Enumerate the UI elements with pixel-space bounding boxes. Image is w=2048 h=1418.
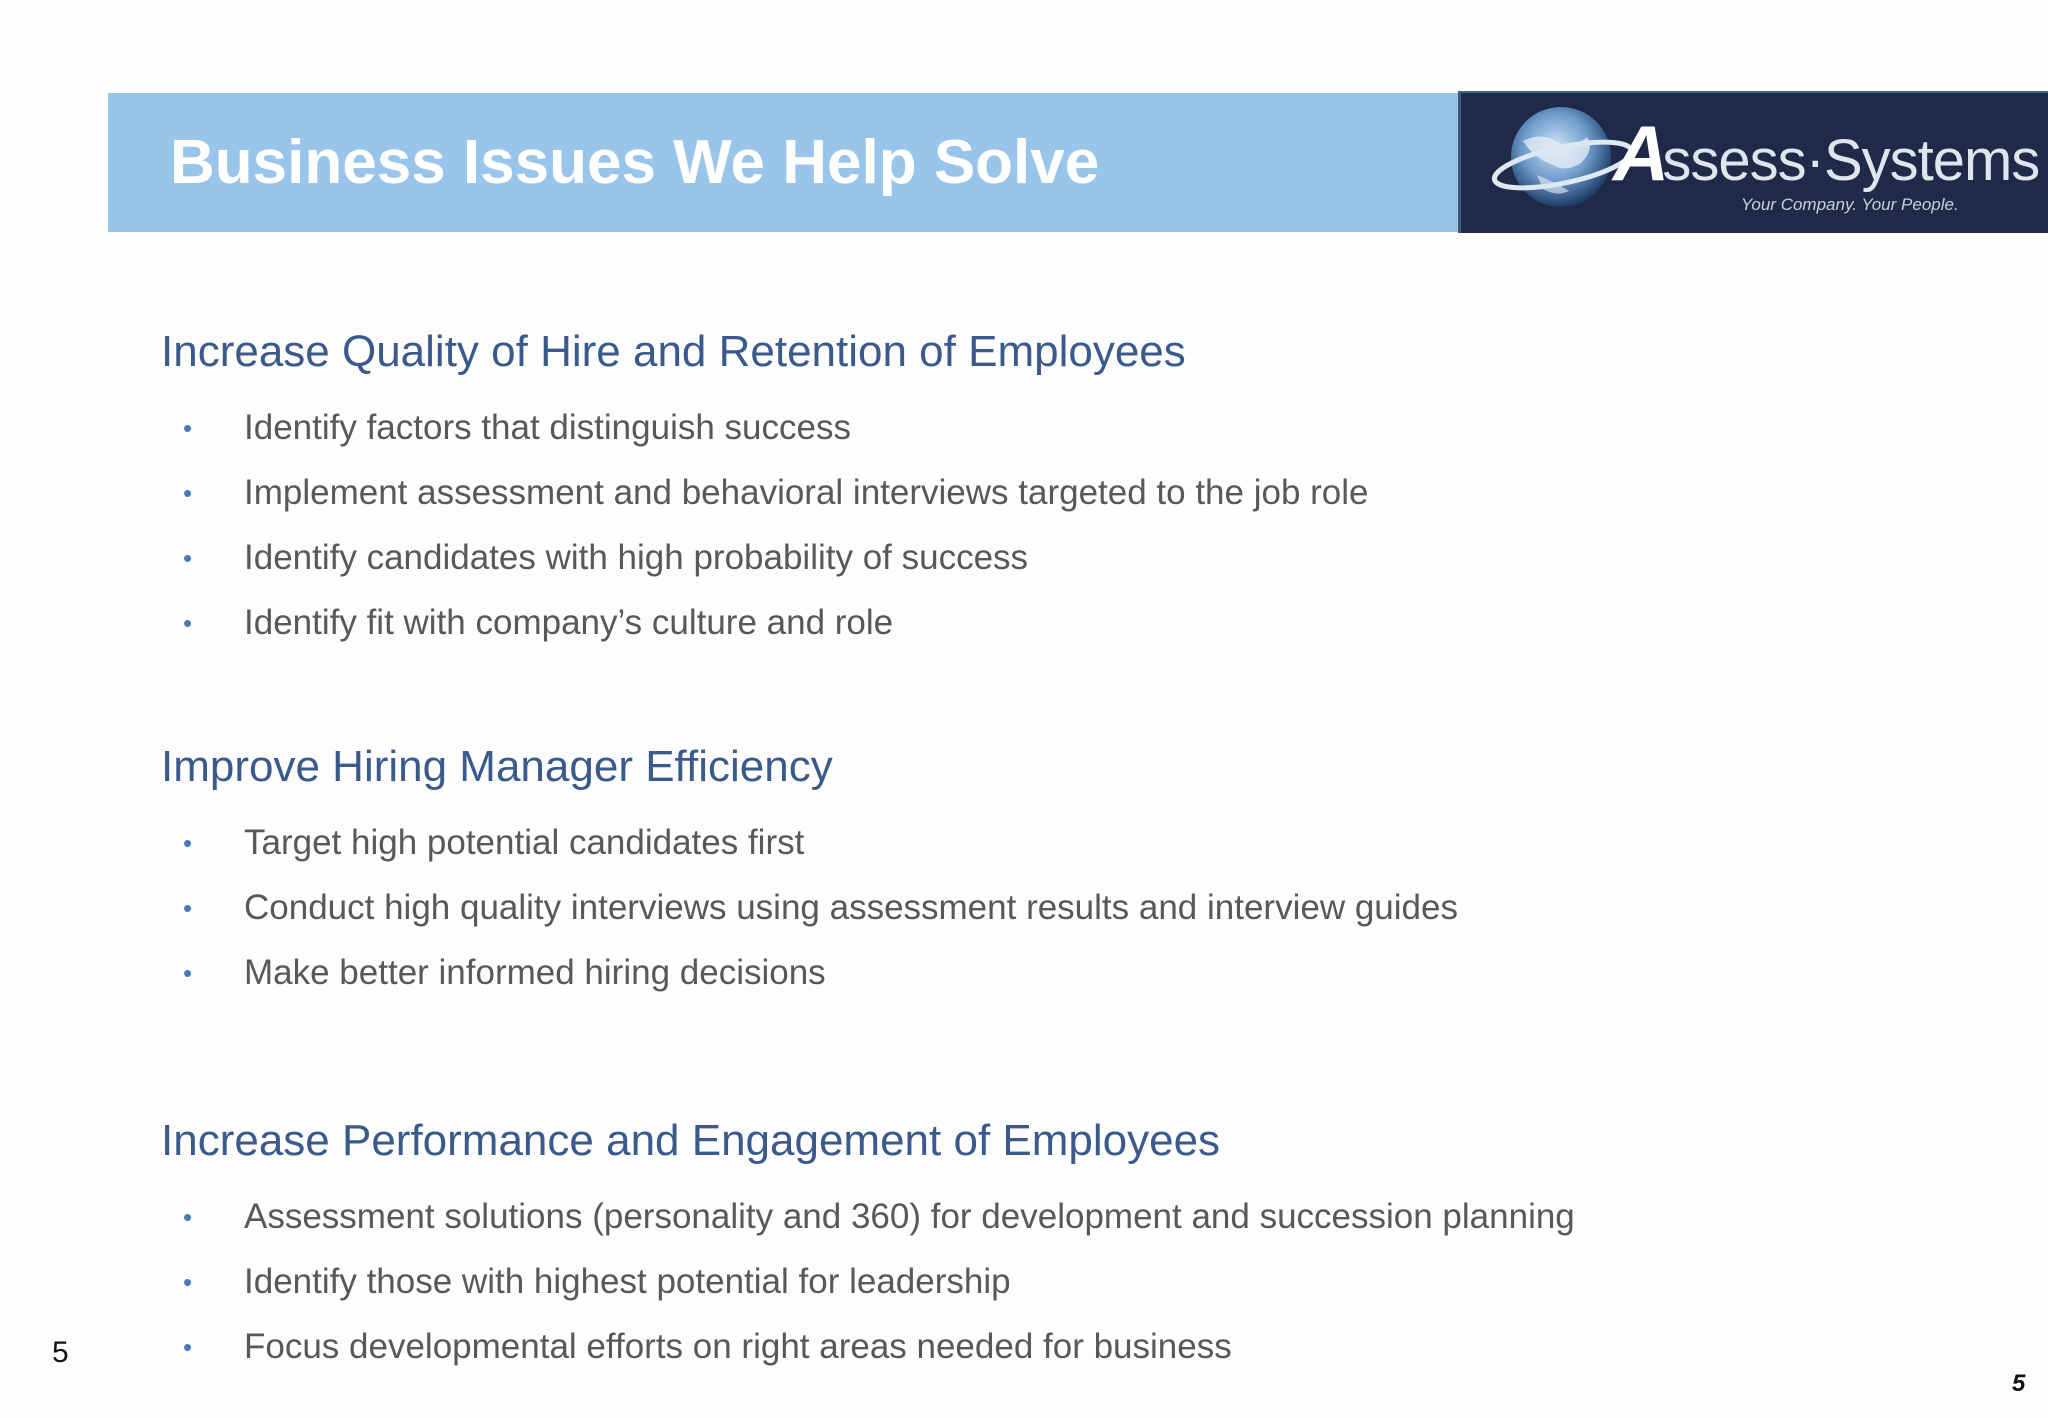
bullet-icon: • xyxy=(183,893,193,923)
bullet-text: Make better informed hiring decisions xyxy=(244,953,826,992)
bullet-icon: • xyxy=(183,543,193,573)
bullet-text: Identify candidates with high probability of success xyxy=(244,538,1029,577)
logo-letter: A xyxy=(1613,109,1669,197)
bullet-text: Identify factors that distinguish success xyxy=(244,408,851,447)
logo-wordmark xyxy=(1613,109,2040,197)
bullet-text: Target high potential candidates first xyxy=(244,823,805,862)
logo-tagline: Your Company. Your People. xyxy=(1741,195,1959,214)
bullet-icon: • xyxy=(183,1332,193,1362)
company-logo xyxy=(1458,91,2048,233)
logo-word-first: ssess xyxy=(1662,128,1806,193)
slide-title: Business Issues We Help Solve xyxy=(170,128,1100,197)
bullet-icon: • xyxy=(183,478,193,508)
page-number-right: 5 xyxy=(2012,1370,2026,1397)
bullet-icon: • xyxy=(183,608,193,638)
logo-separator: · xyxy=(1805,128,1824,193)
section-heading-quality-of-hire: Increase Quality of Hire and Retention of Employees xyxy=(161,327,1186,376)
bullet-icon: • xyxy=(183,958,193,988)
bullet-text: Conduct high quality interviews using assessment results and interview guides xyxy=(244,888,1458,927)
page-number-left: 5 xyxy=(52,1336,69,1369)
bullet-text: Identify those with highest potential for leadership xyxy=(244,1262,1011,1301)
bullet-icon: • xyxy=(183,1202,193,1232)
bullet-text: Focus developmental efforts on right areas needed for business xyxy=(244,1327,1232,1366)
section-heading-hiring-efficiency: Improve Hiring Manager Efficiency xyxy=(161,742,833,791)
bullet-text: Identify fit with company’s culture and role xyxy=(244,603,894,642)
bullet-icon: • xyxy=(183,1267,193,1297)
logo-word-second: Systems xyxy=(1823,128,2040,193)
bullet-icon: • xyxy=(183,828,193,858)
bullet-text: Assessment solutions (personality and 360) for development and succession planning xyxy=(244,1197,1575,1236)
bullet-text: Implement assessment and behavioral interviews targeted to the job role xyxy=(244,473,1369,512)
bullet-icon: • xyxy=(183,413,193,443)
section-heading-performance-engagement: Increase Performance and Engagement of Employees xyxy=(161,1116,1221,1165)
